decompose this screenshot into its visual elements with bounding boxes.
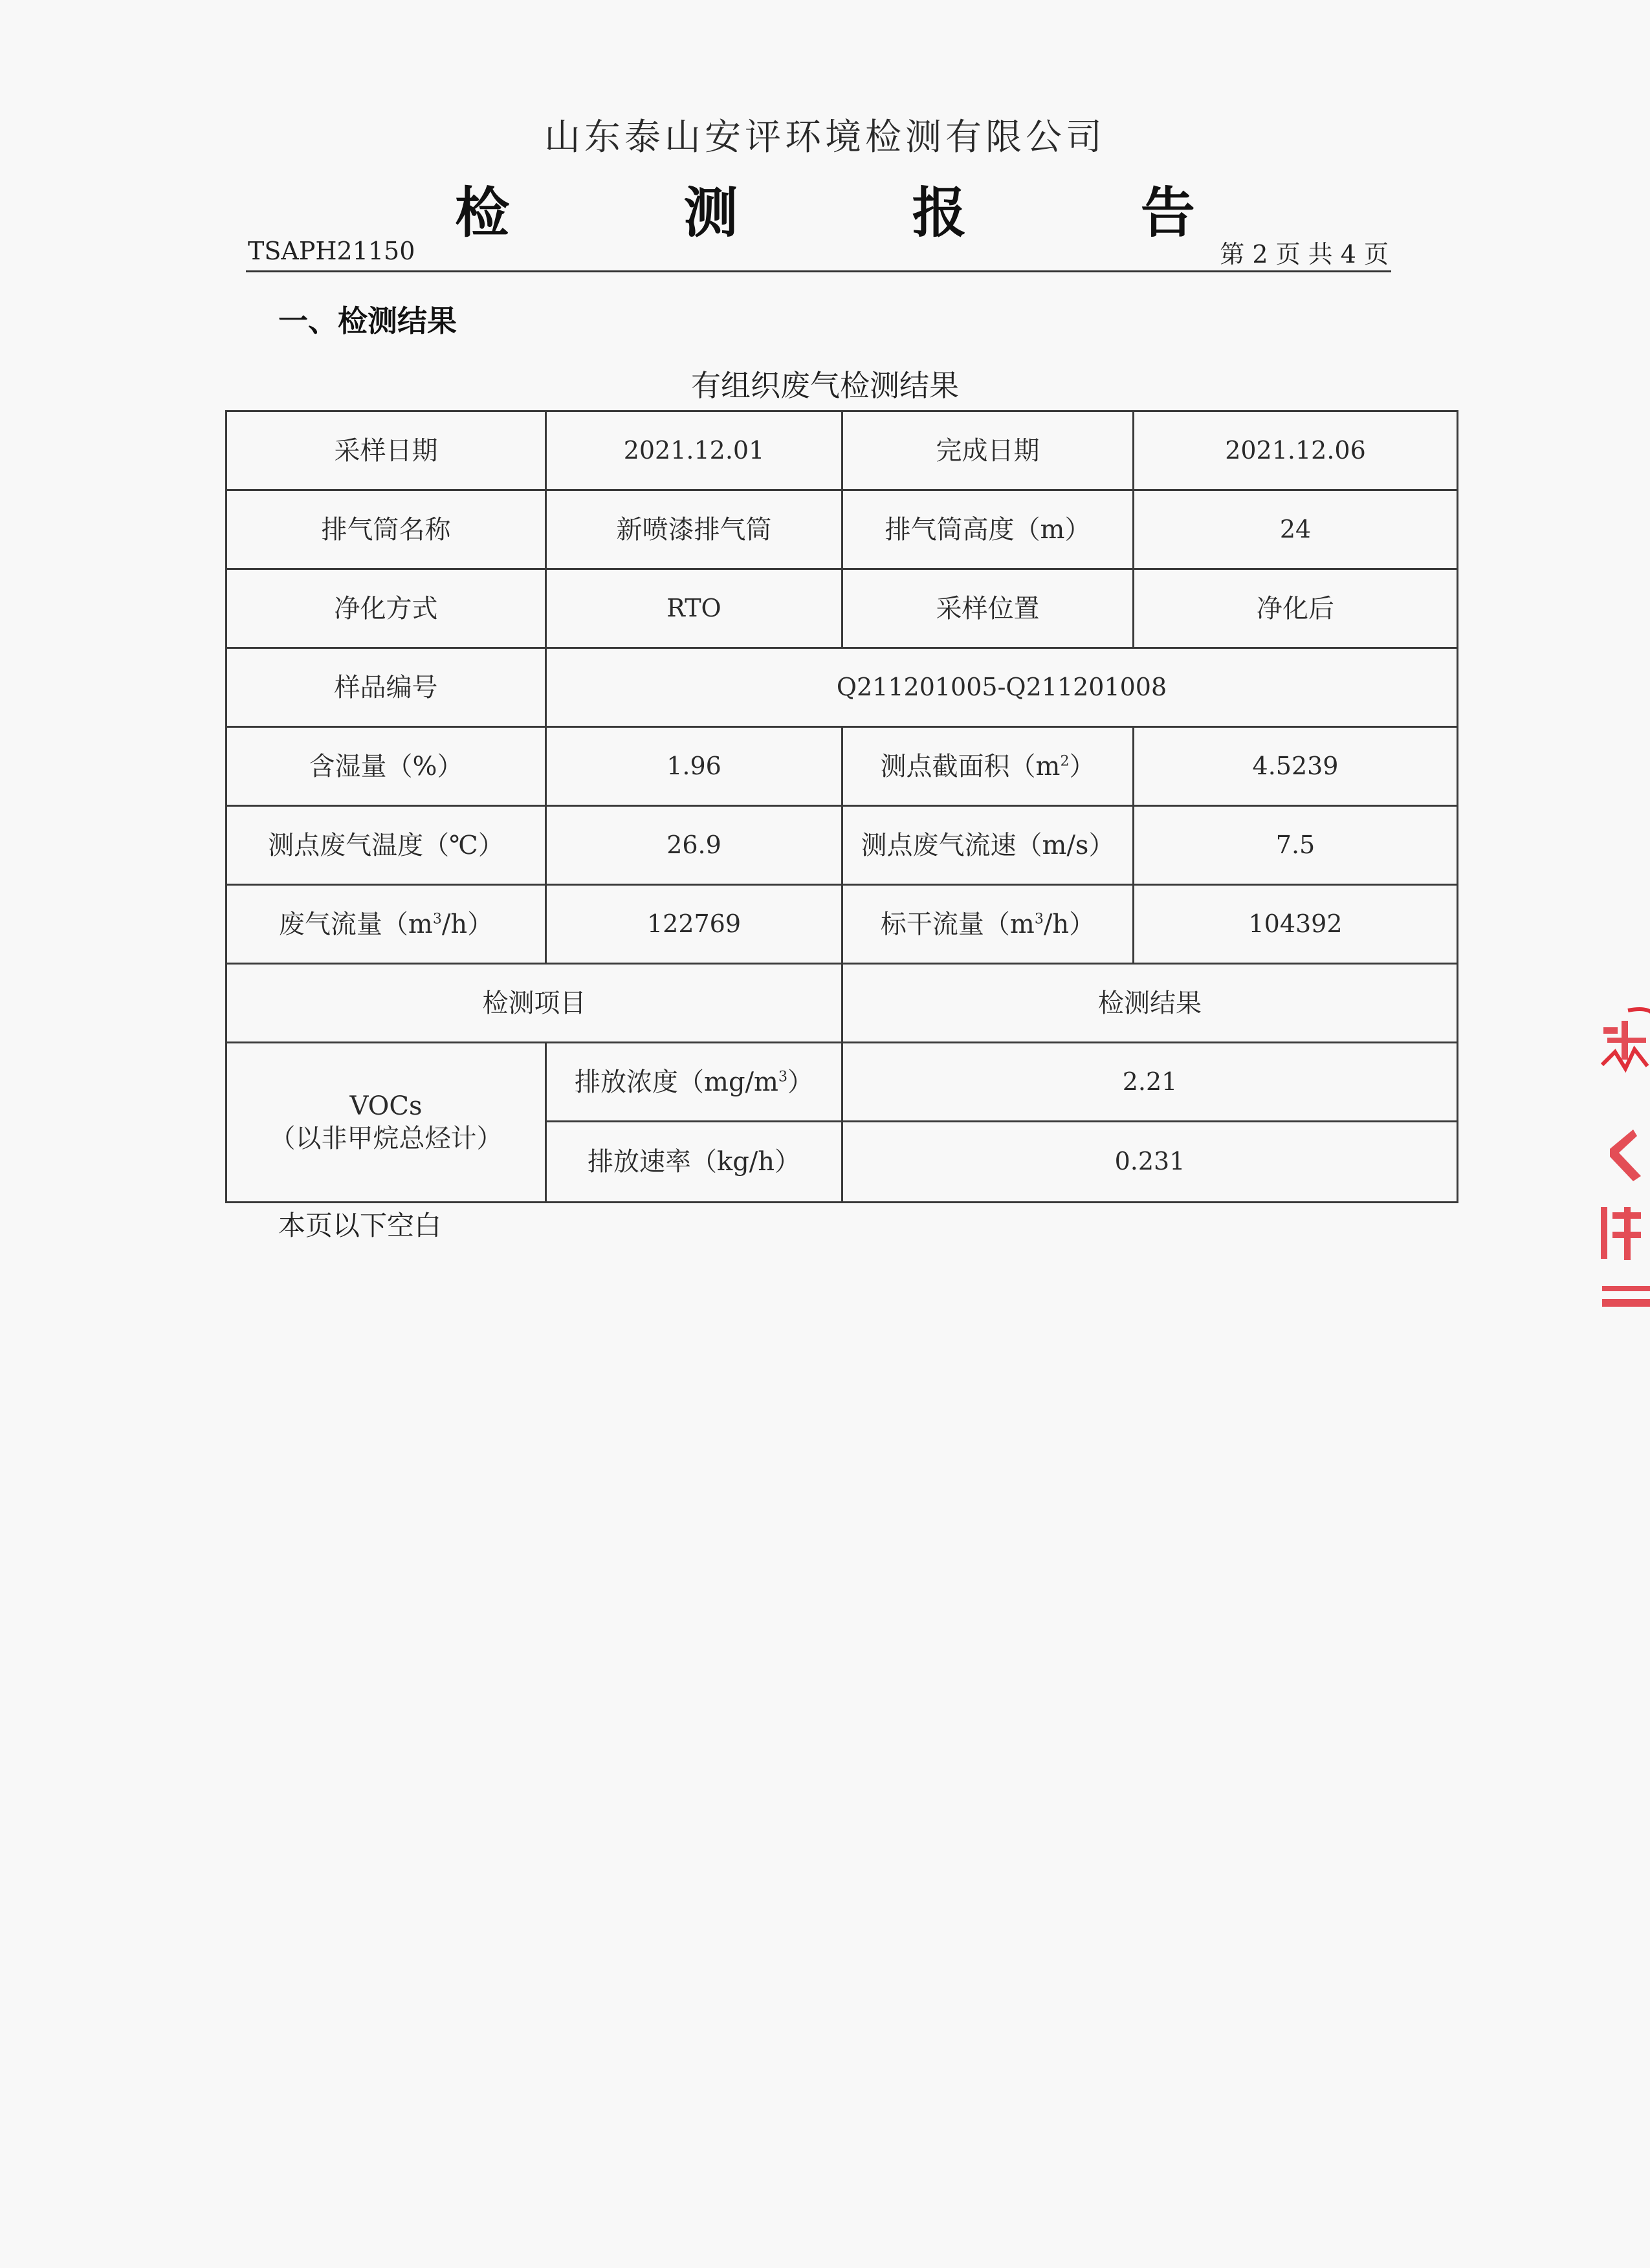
table-row (226, 806, 1458, 885)
moisture-value: 1.96 (546, 727, 842, 806)
stack-name-value: 新喷漆排气筒 (546, 490, 842, 569)
emission-rate-value: 0.231 (842, 1122, 1458, 1203)
gas-temperature-label: 测点废气温度（℃） (226, 806, 546, 885)
table-row (226, 411, 1458, 490)
table-row (226, 885, 1458, 964)
company-name: 山东泰山安评环境检测有限公司 (544, 116, 1106, 158)
voc-note: （以非甲烷总烃计） (269, 1124, 503, 1153)
sampling-location-label: 采样位置 (842, 569, 1134, 648)
cross-section-value: 4.5239 (1134, 727, 1458, 806)
table-row (226, 1043, 1458, 1122)
page-indicator: 第 2 页 共 4 页 (1220, 240, 1389, 268)
cross-section-label: 测点截面积$(m^2)$ (842, 727, 1134, 806)
standard-dry-flow-value: 104392 (1134, 885, 1458, 964)
emission-concentration-value: 2.21 (842, 1043, 1458, 1122)
sampling-date-value: 2021.12.01 (546, 411, 842, 490)
table-row (226, 727, 1458, 806)
stack-name-label: 排气筒名称 (226, 490, 546, 569)
report-number: TSAPH21150 (248, 237, 415, 265)
sampling-location-value: 净化后 (1134, 569, 1458, 648)
completion-date-value: 2021.12.06 (1134, 411, 1458, 490)
table-row (226, 569, 1458, 648)
purification-method-label: 净化方式 (226, 569, 546, 648)
table-caption: 有组织废气检测结果 (691, 368, 959, 403)
emission-rate-label: 排放速率（kg/h） (546, 1122, 842, 1203)
header-divider (246, 270, 1391, 272)
table-row (226, 964, 1458, 1043)
standard-dry-flow-label: 标干流量$(m^3/h)$ (842, 885, 1134, 964)
moisture-label: 含湿量（%） (226, 727, 546, 806)
results-table (225, 410, 1458, 1203)
completion-date-label: 完成日期 (842, 411, 1134, 490)
table-row (226, 490, 1458, 569)
table-row (226, 648, 1458, 727)
gas-flow-value: 122769 (546, 885, 842, 964)
gas-temperature-value: 26.9 (546, 806, 842, 885)
sampling-date-label: 采样日期 (226, 411, 546, 490)
test-result-header: 检测结果 (842, 964, 1458, 1043)
seal-stamp (1596, 1007, 1650, 1330)
stack-height-label: 排气筒高度（m） (842, 490, 1134, 569)
purification-method-value: RTO (546, 569, 842, 648)
test-item-header: 检测项目 (226, 964, 842, 1043)
emission-concentration-label: 排放浓度$(mg/m^3)$ (546, 1043, 842, 1122)
section-title: 一、检测结果 (278, 303, 457, 338)
sample-id-label: 样品编号 (226, 648, 546, 727)
gas-velocity-label: 测点废气流速（m/s） (842, 806, 1134, 885)
gas-velocity-value: 7.5 (1134, 806, 1458, 885)
blank-page-note: 本页以下空白 (278, 1210, 442, 1241)
sample-id-value: Q211201005-Q211201008 (546, 648, 1458, 727)
gas-flow-label: 废气流量$(m^3/h)$ (226, 885, 546, 964)
stack-height-value: 24 (1134, 490, 1458, 569)
report-title: 检 测 报 告 (455, 180, 1273, 245)
voc-name: VOCs (349, 1091, 423, 1121)
seal-stamp-graphic (1596, 1007, 1650, 1330)
voc-item-cell (226, 1043, 546, 1203)
